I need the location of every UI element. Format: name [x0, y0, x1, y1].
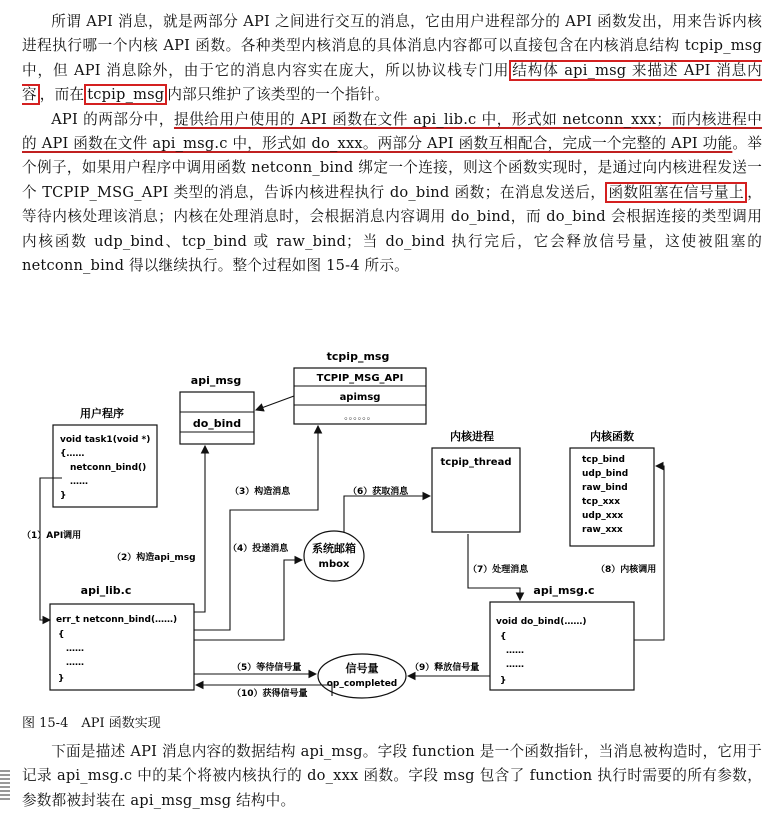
user-code-line: void task1(void *) — [60, 435, 151, 445]
user-program-title: 用户程序 — [80, 407, 124, 420]
step-8-label: （8）内核调用 — [596, 565, 657, 575]
user-code-line: {…… — [60, 449, 85, 459]
kernel-process-title: 内核进程 — [450, 430, 494, 443]
step-9-label: （9）释放信号量 — [410, 663, 480, 673]
tcpip-msg-row-type: TCPIP_MSG_API — [316, 373, 404, 384]
kernel-func-item: tcp_xxx — [582, 497, 620, 507]
api-msgc-code-line: …… — [506, 646, 524, 656]
api-lib-code-line: err_t netconn_bind(……) — [56, 615, 178, 625]
scan-artifact — [0, 770, 10, 800]
body-text-bottom — [22, 740, 762, 813]
api-msg-field-do-bind: do_bind — [192, 417, 242, 430]
api-msgc-code-line: void do_bind(……) — [496, 617, 587, 627]
user-code-line: …… — [70, 477, 88, 487]
arrow-build-msg — [194, 426, 318, 630]
semaphore-node — [318, 654, 406, 698]
kernel-func-item: udp_bind — [582, 469, 629, 479]
paragraph-1: 所谓 API 消息，就是两部分 API 之间进行交互的消息，它由用户进程部分的 API 函数发出，用来告诉内核进程执行哪一个内核 API 函数。各种类型内核消息的具体消息内容都可以直接包含在内核消息结构 tcpip_msg 中，但 API 消息除外，由于它的消息内容实在庞大，所以协议栈专门用 结构体 api_msg 来描述 API 消息内容 ，而在 tcpip_msg 内部只维护了该类型的一个指针。 — [22, 13, 762, 104]
step-1-label: （1）API调用 — [22, 531, 82, 541]
user-code-line: } — [60, 491, 67, 501]
mbox-sublabel: mbox — [318, 559, 350, 570]
api-lib-code-line: …… — [66, 658, 84, 668]
mbox-label: 系统邮箱 — [312, 542, 356, 555]
kernel-thread-label: tcpip_thread — [440, 457, 512, 468]
step-5-label: （5）等待信号量 — [232, 663, 302, 673]
mbox-node — [304, 531, 364, 581]
api-msgc-code-line: …… — [506, 660, 524, 670]
api-lib-code-line: } — [58, 674, 65, 684]
api-lib-title: api_lib.c — [80, 584, 132, 597]
step-4-label: （4）投递消息 — [228, 544, 289, 554]
kernel-func-item: raw_bind — [582, 483, 628, 493]
tcpip-msg-row-apimsg: apimsg — [339, 392, 381, 403]
user-code-line: netconn_bind() — [70, 463, 147, 473]
step-10-label: （10）获得信号量 — [232, 689, 308, 699]
semaphore-label: 信号量 — [345, 662, 379, 675]
api-lib-code-line: { — [58, 630, 65, 640]
step-3-label: （3）构造消息 — [230, 487, 291, 497]
semaphore-sublabel: op_completed — [326, 679, 398, 689]
kernel-func-item: tcp_bind — [582, 455, 625, 465]
arrow-apimsg-pointer — [256, 396, 294, 410]
paragraph-2: API 的两部分中，提供给用户使用的 API 函数在文件 api_lib.c 中，形式如 netconn_xxx；而内核进程中的 API 函数在文件 api_msg.c 中，形式如 do_xxx。两部分 API 函数互相配合，完成一个完整的 API 功能。举个例子，如果用户程序中调用函数 netconn_bind 绑定一个连接，则这个函数实现时，是通过向内核进程发送一个 TCPIP_MSG_API 类型的消息，告诉内核进程执行 do_bind 函数；在消息发送后， 函数阻塞在信号量上 ，等待内核处理该消息；内核在处理消息时，会根据消息内容调用 do_bind，而 do_bind 会根据连接的类型调用内核函数 udp_bind、tcp_bind 或 raw_bind；当 do_bind 执行完后，它会释放信号量，这使被阻塞的 netconn_bind 得以继续执行。整个过程如图 15-4 所示。 — [22, 110, 763, 275]
api-lib-code-line: …… — [66, 644, 84, 654]
arrow-fetch-msg — [344, 496, 430, 532]
kernel-func-item: raw_xxx — [582, 525, 623, 535]
kernel-functions-title: 内核函数 — [590, 430, 634, 443]
highlight-box-api-msg: 结构体 api_msg 来描述 API 消息内容 — [22, 61, 762, 104]
highlight-box-tcpip-msg: tcpip_msg — [84, 84, 167, 105]
api-msgc-code-line: { — [500, 632, 507, 642]
figure-caption: 图 15-4 API 函数实现 — [22, 716, 161, 731]
kernel-func-item: udp_xxx — [582, 511, 624, 521]
tcpip-msg-row-more: 。。。。。。 — [344, 412, 376, 422]
highlight-box-semaphore: 函数阻塞在信号量上 — [605, 182, 747, 203]
step-6-label: （6）获取消息 — [348, 487, 409, 497]
arrow-post-msg — [194, 560, 302, 640]
step-7-label: （7）处理消息 — [468, 565, 529, 575]
api-msg-title: api_msg — [190, 374, 242, 387]
api-msgc-title: api_msg.c — [533, 584, 595, 597]
api-msgc-code-line: } — [500, 676, 507, 686]
arrow-build-api-msg — [194, 446, 205, 612]
paragraph-3: 下面是描述 API 消息内容的数据结构 api_msg。字段 function 是一个函数指针，当消息被构造时，它用于记录 api_msg.c 中的某个将被内核执行的 do_xxx 函数。字段 msg 包含了 function 执行时需要的所有参数，参数都被封装在 api_msg_msg 结构中。 — [22, 743, 762, 809]
tcpip-msg-title: tcpip_msg — [326, 350, 390, 363]
step-2-label: （2）构造api_msg — [112, 553, 196, 563]
underlined-text: 提供给用户使用的 API 函数在文件 api_lib.c 中，形式如 netconn_xxx；而内核进程中的 API 函数在文件 api_msg.c 中，形式如 do_xxx。两部分 API 函数互相配合，完成一个完整的 API 功能 — [22, 110, 763, 153]
